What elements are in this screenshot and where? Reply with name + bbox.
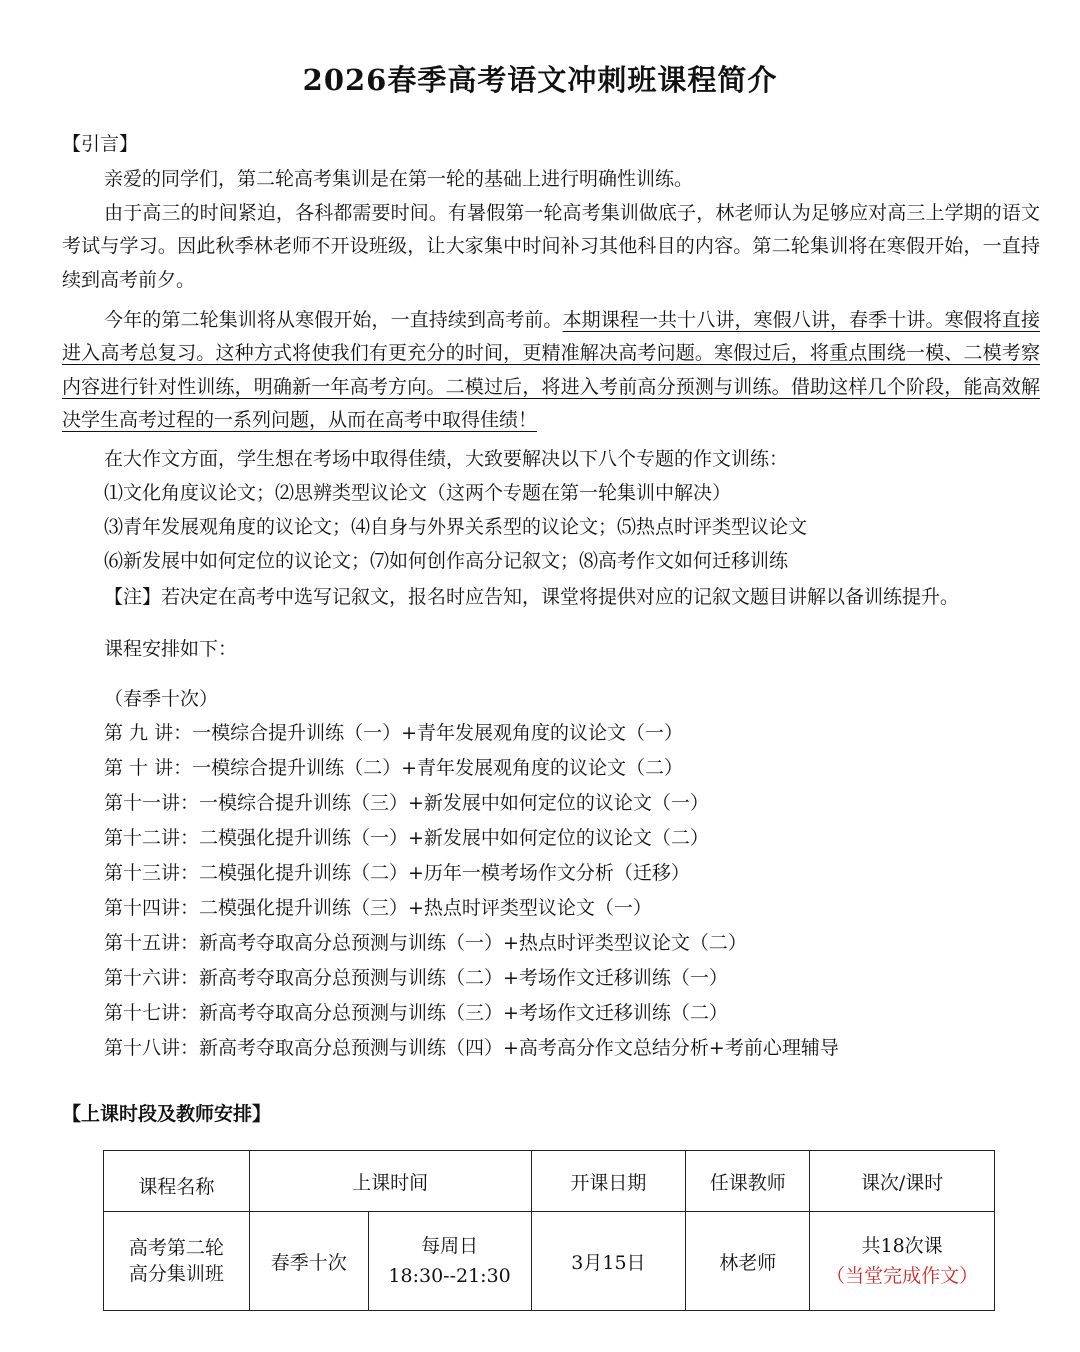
course-name-line-1: 高考第二轮 [128,1237,224,1259]
essay-topic-line: ⑶青年发展观角度的议论文；⑷自身与外界关系型的议论文；⑸热点时评类型议论文 [104,516,808,538]
lecture-item: 第十六讲：新高考夺取高分总预测与训练（二）+考场作文迁移训练（一） [104,967,728,989]
header-sessions: 课次/课时 [810,1151,995,1212]
lecture-item: 第 九 讲：一模综合提升训练（一）+青年发展观角度的议论文（一） [104,722,684,744]
intro-paragraph-1: 亲爱的同学们，第二轮高考集训是在第一轮的基础上进行明确性训练。 [104,168,694,190]
page-title: 2026春季高考语文冲刺班课程简介 [302,63,778,97]
course-name-line-2: 高分集训班 [128,1263,224,1285]
cell-start-date: 3月15日 [531,1212,686,1311]
intro-paragraph-2 [62,197,1040,297]
lecture-item: 第十一讲：一模综合提升训练（三）+新发展中如何定位的议论文（一） [104,792,709,814]
intro-paragraph-3 [62,304,1040,437]
lecture-item: 第十四讲：二模强化提升训练（三）+热点时评类型议论文（一） [104,897,652,919]
lecture-item: 第 十 讲：一模综合提升训练（二）+青年发展观角度的议论文（二） [104,757,684,779]
essay-topics-intro: 在大作文方面，学生想在考场中取得佳绩，大致要解决以下八个专题的作文训练： [104,448,789,470]
timetable [103,1150,995,1311]
lecture-item: 第十七讲：新高考夺取高分总预测与训练（三）+考场作文迁移训练（二） [104,1002,728,1024]
cell-sessions [810,1212,995,1311]
cell-teacher: 林老师 [686,1212,810,1311]
cell-weekly-time [368,1212,531,1311]
intro-heading: 【引言】 [62,133,139,155]
weekly-hours: 18:30--21:30 [388,1265,511,1287]
lecture-item: 第十五讲：新高考夺取高分总预测与训练（一）+热点时评类型议论文（二） [104,932,747,954]
header-class-time: 上课时间 [249,1151,531,1212]
spring-session-label: （春季十次） [104,688,219,710]
header-teacher: 任课教师 [686,1151,810,1212]
sessions-count: 共18次课 [861,1235,943,1257]
essay-topic-line: ⑹新发展中如何定位的议论文；⑺如何创作高分记叙文；⑻高考作文如何迁移训练 [104,550,789,572]
lecture-item: 第十三讲：二模强化提升训练（二）+历年一模考场作文分析（迁移） [104,862,690,884]
schedule-intro: 课程安排如下： [104,638,238,660]
cell-term: 春季十次 [249,1212,368,1311]
lecture-item: 第十八讲：新高考夺取高分总预测与训练（四）+高考高分作文总结分析+考前心理辅导 [104,1037,839,1059]
cell-course-name [104,1212,250,1311]
sessions-note: （当堂完成作文） [826,1265,979,1287]
table-header-row [104,1151,995,1212]
intro-paragraph-3-lead: 今年的第二轮集训将从寒假开始，一直持续到高考前。 [104,309,563,331]
intro-paragraph-2-text: 由于高三的时间紧迫，各科都需要时间。有暑假第一轮高考集训做底子，林老师认为足够应对高三上学期的语文考试与学习。因此秋季林老师不开设班级，让大家集中时间补习其他科目的内容。第二轮集训将在寒假开始，一直持续到高考前夕。 [62,202,1040,291]
weekly-day: 每周日 [421,1235,479,1257]
header-start-date: 开课日期 [531,1151,686,1212]
registration-note: 【注】若决定在高考中选写记叙文，报名时应告知，课堂将提供对应的记叙文题目讲解以备训练提升。 [104,586,960,608]
table-row [104,1212,995,1311]
essay-topic-line: ⑴文化角度议论文；⑵思辨类型议论文（这两个专题在第一轮集训中解决） [104,482,732,504]
timetable-heading: 【上课时段及教师安排】 [62,1103,272,1125]
header-course-name: 课程名称 [104,1151,250,1212]
intro-paragraph-3-underlined: 本期课程一共十八讲，寒假八讲，春季十讲。寒假将直接进入高考总复习。这种方式将使我们有更充分的时间，更精准解决高考问题。寒假过后，将重点围绕一模、二模考察内容进行针对性训练，明确新一年高考方向。二模过后，将进入考前高分预测与训练。借助这样几个阶段，能高效解决学生高考过程的一系列问题，从而在高考中取得佳绩！ [62,309,1040,431]
lecture-item: 第十二讲：二模强化提升训练（一）+新发展中如何定位的议论文（二） [104,827,709,849]
